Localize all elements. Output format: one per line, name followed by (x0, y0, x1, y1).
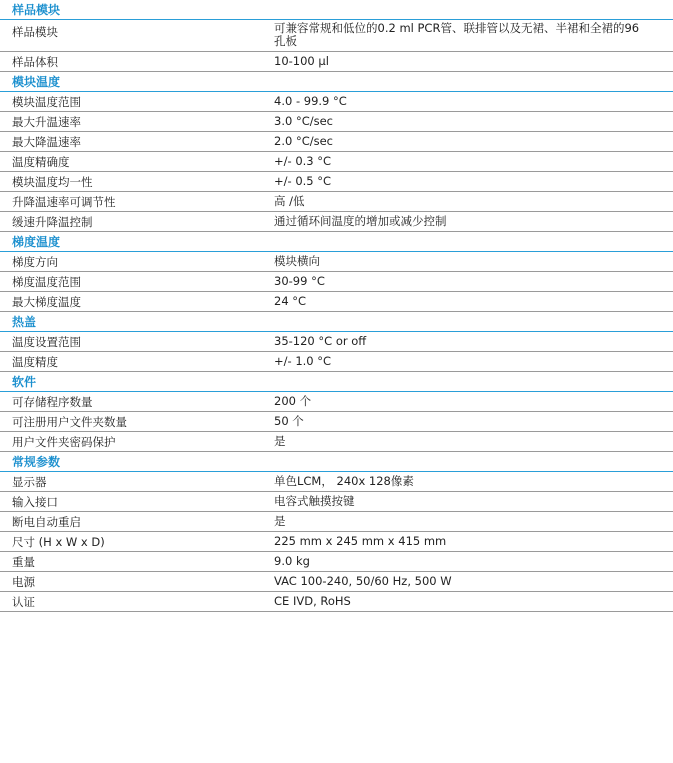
spec-row (0, 272, 673, 292)
spec-row (0, 152, 673, 172)
spec-value: 可兼容常规和低位的0.2 ml PCR管、联排管以及无裙、半裙和全裙的96 孔板 (274, 21, 640, 48)
spec-value: 50 个 (274, 414, 304, 428)
spec-label: 电源 (12, 574, 35, 589)
spec-value: 200 个 (274, 394, 312, 408)
spec-label: 升降温速率可调节性 (12, 194, 116, 209)
spec-row (0, 172, 673, 192)
spec-label: 样品体积 (12, 54, 58, 69)
spec-label: 温度精度 (12, 354, 58, 369)
spec-row (0, 212, 673, 232)
spec-row (0, 572, 673, 592)
spec-row (0, 332, 673, 352)
spec-value: 通过循环间温度的增加或减少控制 (274, 214, 447, 228)
spec-row (0, 20, 673, 52)
section-title: 软件 (0, 372, 673, 392)
spec-label: 尺寸 (H x W x D) (12, 534, 105, 549)
spec-value: CE IVD, RoHS (274, 594, 351, 608)
spec-label: 缓速升降温控制 (12, 214, 93, 229)
spec-label: 温度精确度 (12, 154, 70, 169)
spec-label: 可注册用户文件夹数量 (12, 414, 127, 429)
spec-label: 样品模块 (12, 25, 58, 39)
spec-value: 2.0 °C/sec (274, 134, 333, 148)
spec-value: VAC 100-240, 50/60 Hz, 500 W (274, 574, 452, 588)
spec-row (0, 192, 673, 212)
spec-value: 10-100 µl (274, 54, 329, 68)
spec-value: 3.0 °C/sec (274, 114, 333, 128)
spec-row (0, 512, 673, 532)
spec-label: 最大梯度温度 (12, 294, 81, 309)
spec-label: 可存储程序数量 (12, 394, 93, 409)
spec-value: 高 /低 (274, 194, 305, 208)
spec-value: 4.0 - 99.9 °C (274, 94, 347, 108)
spec-row (0, 532, 673, 552)
spec-row (0, 592, 673, 612)
spec-value: 225 mm x 245 mm x 415 mm (274, 534, 447, 548)
spec-row (0, 292, 673, 312)
spec-label: 认证 (12, 594, 35, 609)
spec-row (0, 392, 673, 412)
spec-row (0, 352, 673, 372)
spec-label: 输入接口 (12, 494, 58, 509)
spec-label: 模块温度范围 (12, 94, 81, 109)
spec-row (0, 492, 673, 512)
section-title: 样品模块 (0, 0, 673, 20)
spec-label: 显示器 (12, 474, 47, 489)
spec-row (0, 132, 673, 152)
spec-row (0, 432, 673, 452)
section-title: 常规参数 (0, 452, 673, 472)
spec-label: 最大升温速率 (12, 114, 81, 129)
spec-value: +/- 1.0 °C (274, 354, 332, 368)
spec-value: 模块横向 (274, 254, 320, 268)
spec-row (0, 552, 673, 572)
spec-value: 是 (274, 514, 286, 528)
spec-value: +/- 0.5 °C (274, 174, 332, 188)
spec-label: 梯度温度范围 (12, 274, 81, 289)
spec-value: +/- 0.3 °C (274, 154, 332, 168)
section-title: 模块温度 (0, 72, 673, 92)
spec-row (0, 472, 673, 492)
section-title: 梯度温度 (0, 232, 673, 252)
spec-value: 9.0 kg (274, 554, 310, 568)
spec-value: 35-120 °C or off (274, 334, 367, 348)
spec-label: 用户文件夹密码保护 (12, 434, 116, 449)
section-title: 热盖 (0, 312, 673, 332)
spec-row (0, 112, 673, 132)
spec-label: 模块温度均一性 (12, 174, 93, 189)
spec-row (0, 252, 673, 272)
spec-label: 梯度方向 (12, 254, 58, 269)
spec-value: 30-99 °C (274, 274, 325, 288)
spec-row (0, 412, 673, 432)
spec-label: 重量 (12, 554, 35, 569)
spec-row (0, 92, 673, 112)
spec-label: 最大降温速率 (12, 134, 81, 149)
spec-label: 温度设置范围 (12, 334, 81, 349)
spec-value: 单色LCM， 240x 128像素 (274, 474, 414, 488)
spec-row (0, 52, 673, 72)
spec-value: 是 (274, 434, 286, 448)
spec-value: 电容式触摸按键 (274, 494, 355, 508)
spec-label: 断电自动重启 (12, 514, 81, 529)
spec-value: 24 °C (274, 294, 307, 308)
